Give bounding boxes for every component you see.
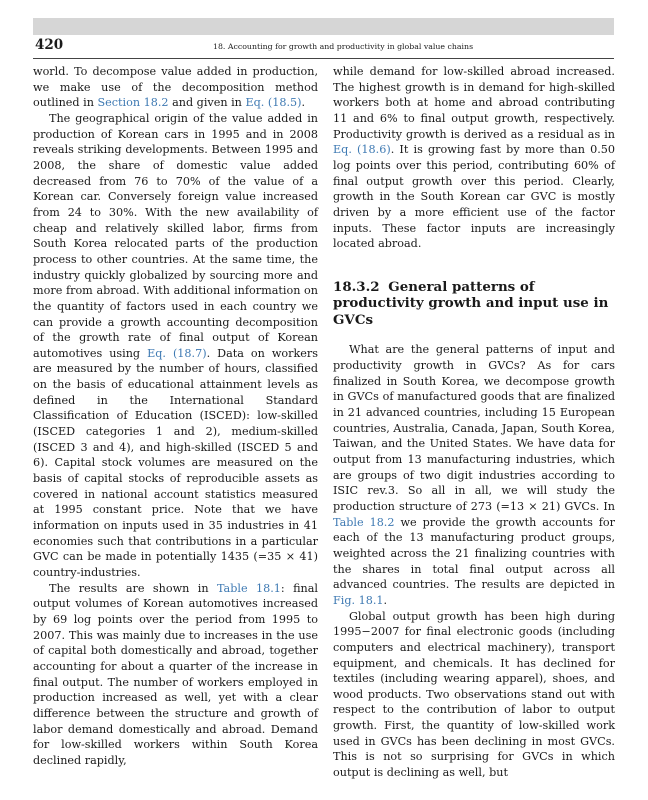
section-title: General patterns of productivity growth and input use in GVCs (333, 278, 609, 328)
paragraph: while demand for low-skilled abroad increased. The highest growth is in demand for high-skilled workers both at home and abroad contributing 11 and 6% to final output growth, respectively. Productivity growth is derived as a residual as in Eq. (18.6). It is growing fast by more than 0.50 log points over this period, contributing 60% of final output growth over this period. Clearly, growth in the South Korean car GVC is mostly driven by a more efficient use of the factor inputs. These factor inputs are increasingly located abroad. (333, 65, 615, 251)
section-link[interactable]: Section 18.2 (97, 96, 169, 110)
paragraph: The geographical origin of the value added in production of Korean cars in 1995 and in 2008 reveals striking developments. Between 1995 and 2008, the share of domestic value added decreased from 76 to 70% of the value of a Korean car. Conversely foreign value increased from 24 to 30%. With the new availability of cheap and relatively skilled labor, firms from South Korea relocated parts of the production process to other countries. At the same time, the industry quickly globalized by sourcing more and more from abroad. With additional information on the quantity of factors used in each country we can provide a growth accounting decomposition of the growth rate of final output of Korean automotives using Eq. (18.7). Data on workers are measured by the number of hours, classified on the basis of educational attainment levels as defined in the International Standard Classification of Education (ISCED): low-skilled (ISCED categories 1 and 2), medium-skilled (ISCED 3 and 4), and high-skilled (ISCED 5 and 6). Capital stock volumes are measured on the basis of capital stocks of reproducible assets as covered in national account statistics measured at 1995 constant price. Note that we have information on inputs used in 35 industries in 41 economies such that contributions in a particular GVC can be made in potentially 1435 (=35 × 41) country-industries. (33, 111, 318, 579)
table-link[interactable]: Table 18.2 (333, 515, 395, 529)
paragraph: Global output growth has been high during 1995−2007 for final electronic goods (including computers and electrical machinery), transport equipment, and chemicals. It has declined for textiles (including wearing apparel), shoes, and wood products. Two observations stand out with respect to the contribution of labor to output growth. First, the quantity of low-skilled work used in GVCs has been declining in most GVCs. This is not so surprising for GVCs in which output is declining as well, but (333, 609, 615, 780)
paragraph: The results are shown in Table 18.1: final output volumes of Korean automotives increased by 69 log points over the period from 1995 to 2007. This was mainly due to increases in the use of capital both domestically and abroad, together accounting for about a quarter of the increase in final output. The number of workers employed in production increased as well, yet with a clear difference between the structure and growth of labor demand domestically and abroad. Demand for low-skilled workers within South Korea declined rapidly, (33, 581, 318, 767)
figure-link[interactable]: Fig. 18.1 (333, 593, 384, 607)
paragraph: world. To decompose value added in production, we make use of the decomposition method outlined in Section 18.2 and given in Eq. (18.5). (33, 65, 318, 110)
right-column (333, 64, 615, 781)
equation-link[interactable]: Eq. (18.6) (333, 143, 391, 157)
section-heading (333, 279, 615, 329)
equation-link[interactable]: Eq. (18.5) (245, 96, 302, 110)
header-bar (33, 18, 614, 35)
section-number: 18.3.2 (333, 278, 380, 295)
page-header (33, 36, 614, 59)
paragraph: What are the general patterns of input and productivity growth in GVCs? As for cars finalized in South Korea, we decompose growth in GVCs of manufactured goods that are finalized in 21 advanced countries, including 15 European countries, Australia, Canada, Japan, South Korea, Taiwan, and the United States. We have data for output from 13 manufacturing industries, which are groups of two digit industries according to ISIC rev.3. So all in all, we will study the production structure of 273 (=13 × 21) GVCs. In Table 18.2 we provide the growth accounts for each of the 13 manufacturing product groups, weighted across the 21 finalizing countries with the shares in total final output across all advanced countries. The results are depicted in Fig. 18.1. (333, 343, 615, 607)
equation-link[interactable]: Eq. (18.7) (147, 346, 207, 360)
page-number: 420 (35, 37, 64, 53)
left-column (33, 64, 318, 769)
running-head: 18. Accounting for growth and productivity in global value chains (213, 42, 474, 51)
table-link[interactable]: Table 18.1 (216, 581, 281, 595)
